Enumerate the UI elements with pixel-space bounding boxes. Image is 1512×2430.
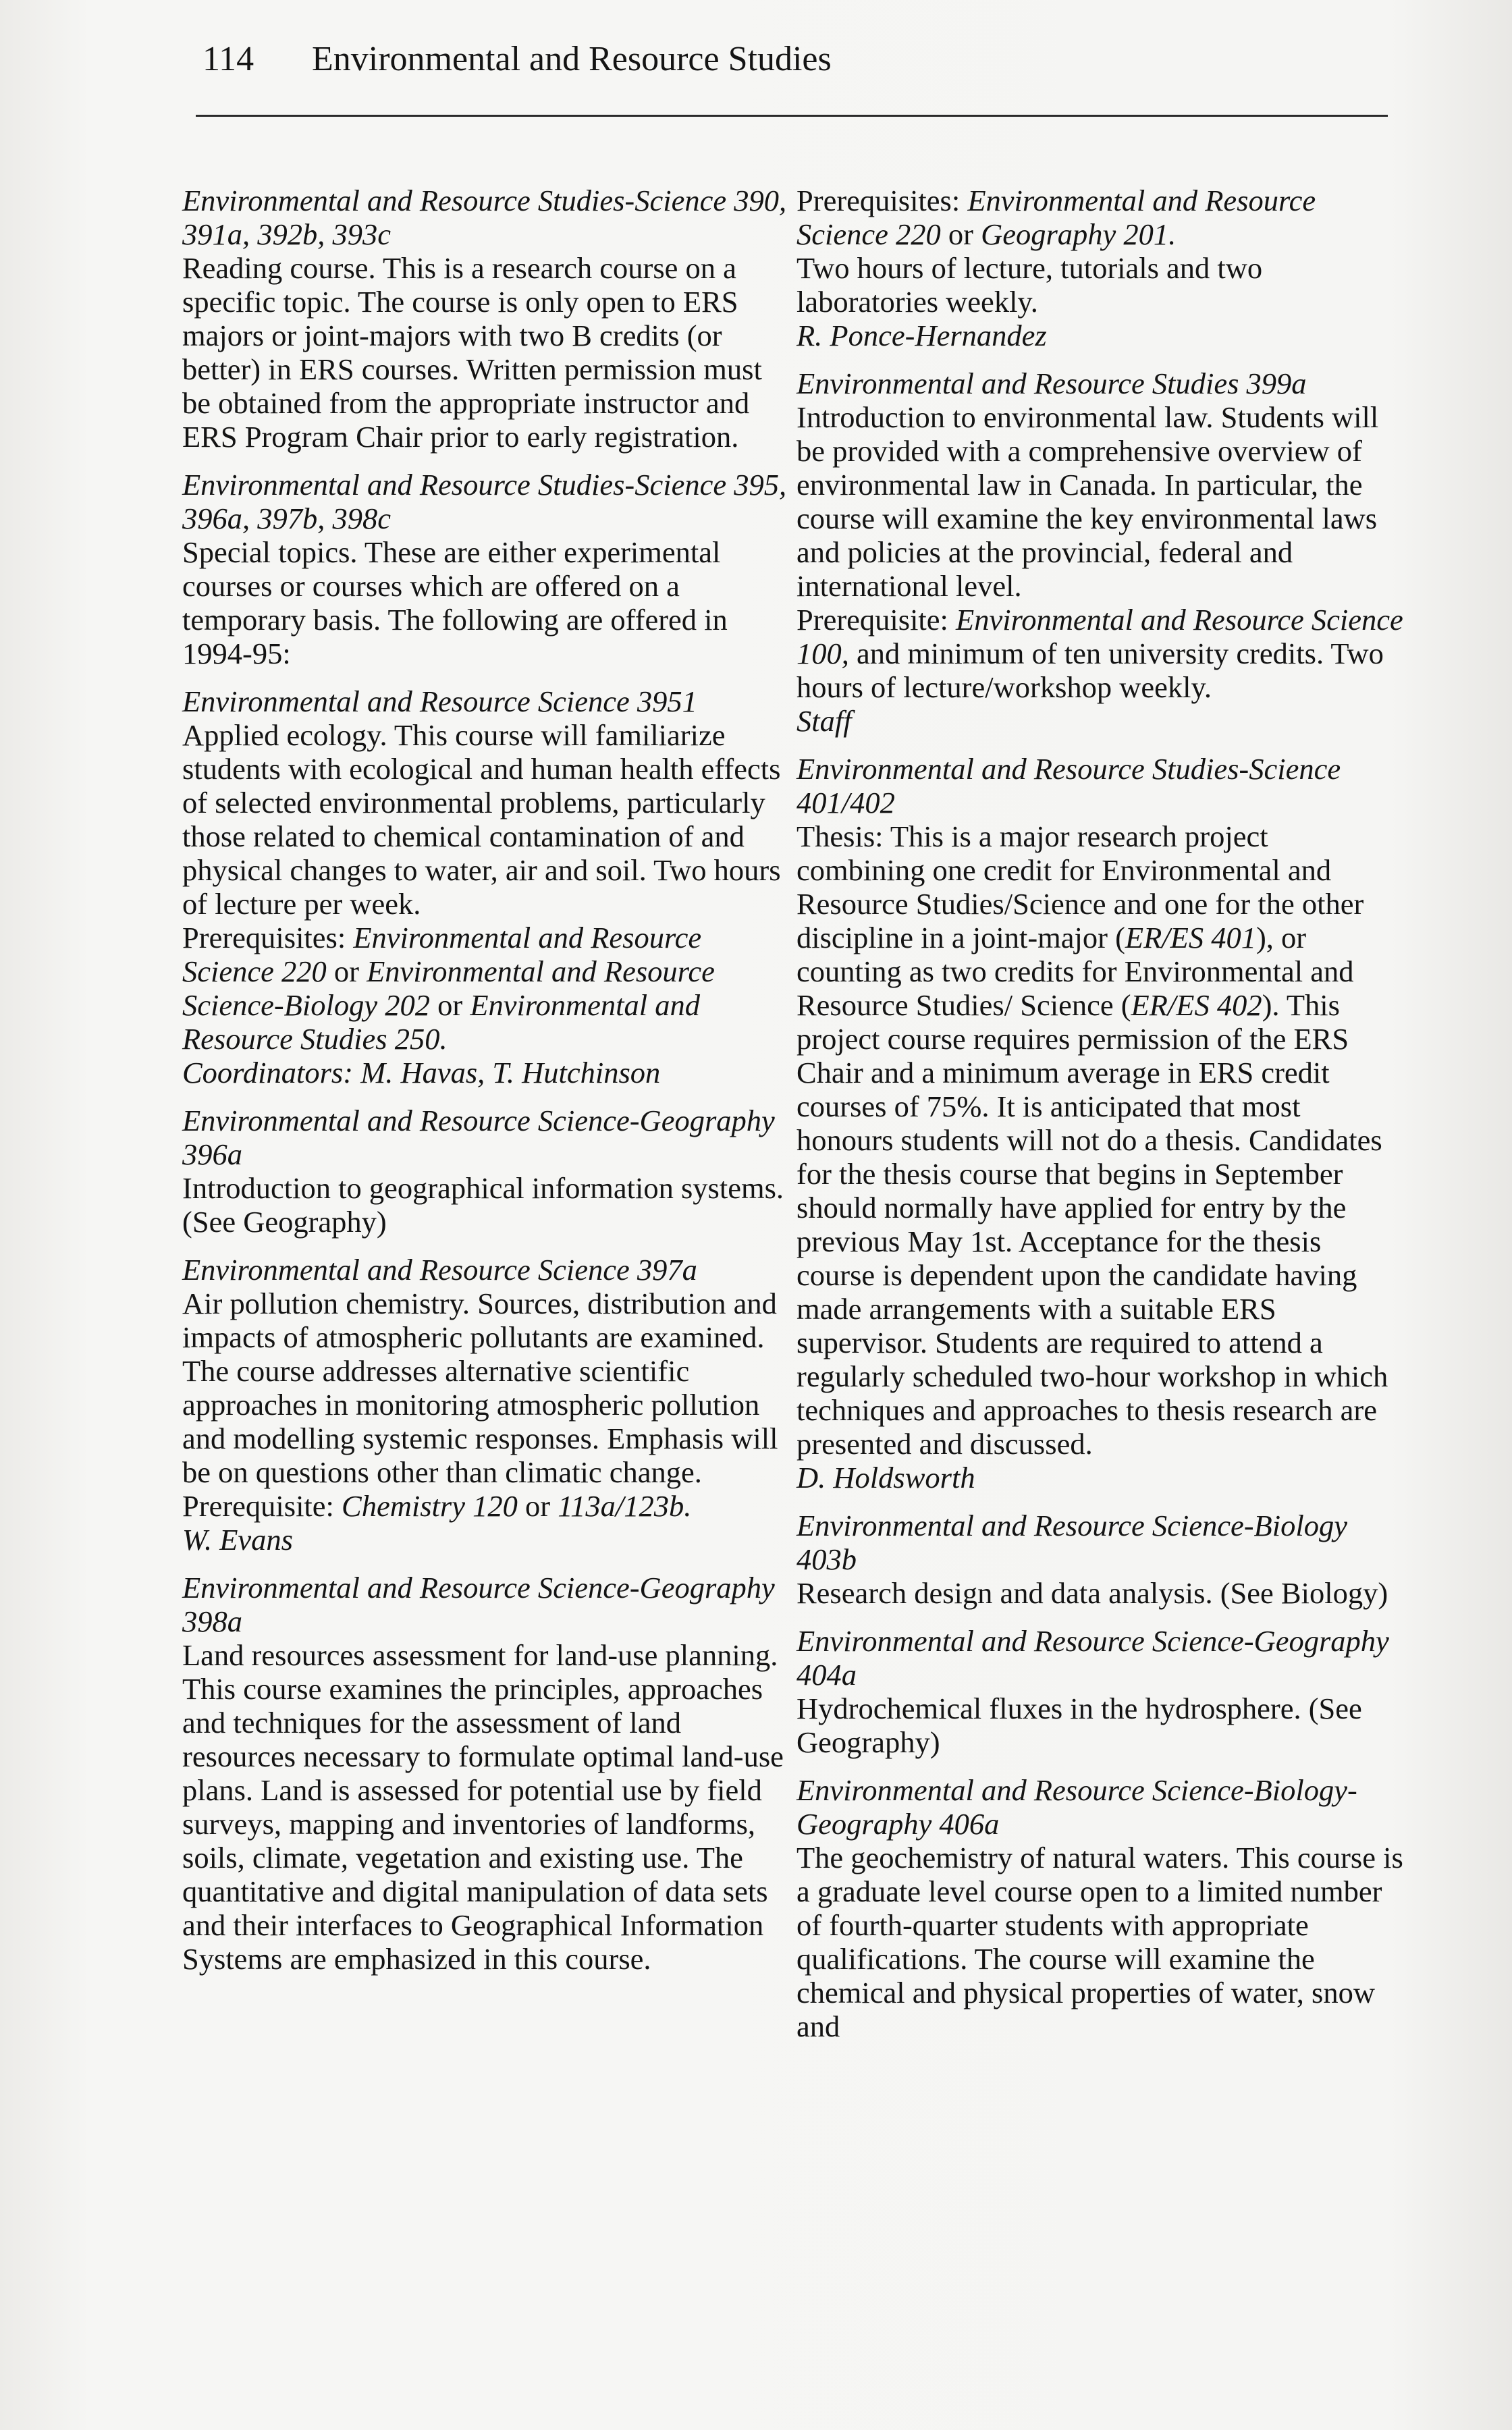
running-head: [202, 38, 832, 81]
course-description: Reading course. This is a research course on a specific topic. The course is only open to ERS majors or joint-majors with two B credits (or better) in ERS courses. Written permission must be obtained from the appropriate instructor and ERS Program Chair prior to early registration.: [182, 251, 762, 454]
course-heading: Environmental and Resource Science-Geography 404a: [796, 1624, 1389, 1692]
course-description: Thesis: This is a major research project combining one credit for Environmental and Resource Studies/Science and one for the other discipline in a joint-major (ER/ES 401), or counting as two credits for Environmental and Resource Studies/ Science (ER/ES 402). This project course requires permission of the ERS Chair and a minimum average in ERS credit courses of 75%. It is anticipated that most honours students will not do a thesis. Candidates for the thesis course that begins in September should normally have applied for entry by the previous May 1st. Acceptance for the thesis course is dependent upon the candidate having made arrangements with a suitable ERS supervisor. Students are required to attend a regularly scheduled two-hour workshop in which techniques and approaches to thesis research are presented and discussed.: [796, 819, 1388, 1461]
course-prerequisites: Prerequisite: Environmental and Resource Science 100, and minimum of ten university credits. Two hours of lecture/workshop weekly.: [796, 603, 1403, 704]
course-description: Introduction to environmental law. Students will be provided with a comprehensive overview of environmental law in Canada. In particular, the course will examine the key environmental laws and policies at the provincial, federal and international level.: [796, 400, 1379, 603]
course-entry: [796, 184, 1404, 352]
course-heading: Environmental and Resource Studies-Science 395, 396a, 397b, 398c: [182, 468, 787, 535]
course-heading: Environmental and Resource Studies-Science 401/402: [796, 752, 1341, 819]
course-entry: [182, 1571, 790, 1976]
course-description: Research design and data analysis. (See Biology): [796, 1576, 1388, 1610]
running-title: Environmental and Resource Studies: [312, 40, 832, 78]
course-entry: [182, 468, 790, 670]
course-heading: Environmental and Resource Science-Geography 398a: [182, 1571, 775, 1638]
course-heading: Environmental and Resource Studies-Science 390, 391a, 392b, 393c: [182, 184, 787, 251]
course-prerequisites: Prerequisites: Environmental and Resource Science 220 or Environmental and Resource Science-Biology 202 or Environmental and Resource Studies 250.: [182, 921, 715, 1056]
course-description: Applied ecology. This course will familiarize students with ecological and human health effects of selected environmental problems, particularly those related to chemical contamination of and physical changes to water, air and soil. Two hours of lecture per week.: [182, 718, 781, 921]
course-instructor: Staff: [796, 704, 852, 738]
course-heading: Environmental and Resource Studies 399a: [796, 367, 1307, 400]
right-column: [796, 184, 1404, 2057]
course-description: Two hours of lecture, tutorials and two laboratories weekly.: [796, 251, 1263, 319]
course-instructor: D. Holdsworth: [796, 1461, 975, 1494]
course-description: Hydrochemical fluxes in the hydrosphere. (See Geography): [796, 1692, 1362, 1759]
course-heading: Environmental and Resource Science-Biology 403b: [796, 1509, 1347, 1576]
header-rule: [196, 115, 1388, 117]
course-description: The geochemistry of natural waters. This course is a graduate level course open to a limited number of fourth-quarter students with appropriate qualifications. The course will examine the chemical and physical properties of water, snow and: [796, 1841, 1403, 2043]
course-heading: Environmental and Resource Science 3951: [182, 684, 697, 718]
course-entry: [796, 367, 1404, 738]
course-description: Introduction to geographical information systems. (See Geography): [182, 1171, 784, 1239]
course-description: Air pollution chemistry. Sources, distribution and impacts of atmospheric pollutants are examined. The course addresses alternative scientific approaches in monitoring atmospheric pollution and modelling systemic responses. Emphasis will be on questions other than climatic change. Prerequisite: Chemistry 120 or 113a/123b.: [182, 1287, 778, 1523]
course-entry: [796, 1624, 1404, 1759]
course-entry: [796, 1773, 1404, 2043]
course-instructor: W. Evans: [182, 1523, 293, 1557]
course-instructor: Coordinators: M. Havas, T. Hutchinson: [182, 1056, 661, 1089]
course-entry: [796, 752, 1404, 1494]
course-entry: [182, 1253, 790, 1557]
course-entry: [182, 684, 790, 1089]
course-instructor: R. Ponce-Hernandez: [796, 319, 1047, 352]
course-entry: [796, 1509, 1404, 1610]
page-number: 114: [202, 40, 254, 78]
course-entry: [182, 1104, 790, 1239]
course-entry: [182, 184, 790, 454]
course-heading: Environmental and Resource Science-Biology-Geography 406a: [796, 1773, 1357, 1841]
course-heading: Environmental and Resource Science 397a: [182, 1253, 697, 1287]
course-description: Land resources assessment for land-use planning. This course examines the principles, approaches and techniques for the assessment of land resources necessary to formulate optimal land-use plans. Land is assessed for potential use by field surveys, mapping and inventories of landforms, soils, climate, vegetation and existing use. The quantitative and digital manipulation of data sets and their interfaces to Geographical Information Systems are emphasized in this course.: [182, 1638, 784, 1976]
course-prerequisites: Prerequisites: Environmental and Resource Science 220 or Geography 201.: [796, 184, 1316, 251]
course-heading: Environmental and Resource Science-Geography 396a: [182, 1104, 775, 1171]
left-column: [182, 184, 790, 1990]
course-description: Special topics. These are either experimental courses or courses which are offered on a temporary basis. The following are offered in 1994-95:: [182, 535, 728, 670]
